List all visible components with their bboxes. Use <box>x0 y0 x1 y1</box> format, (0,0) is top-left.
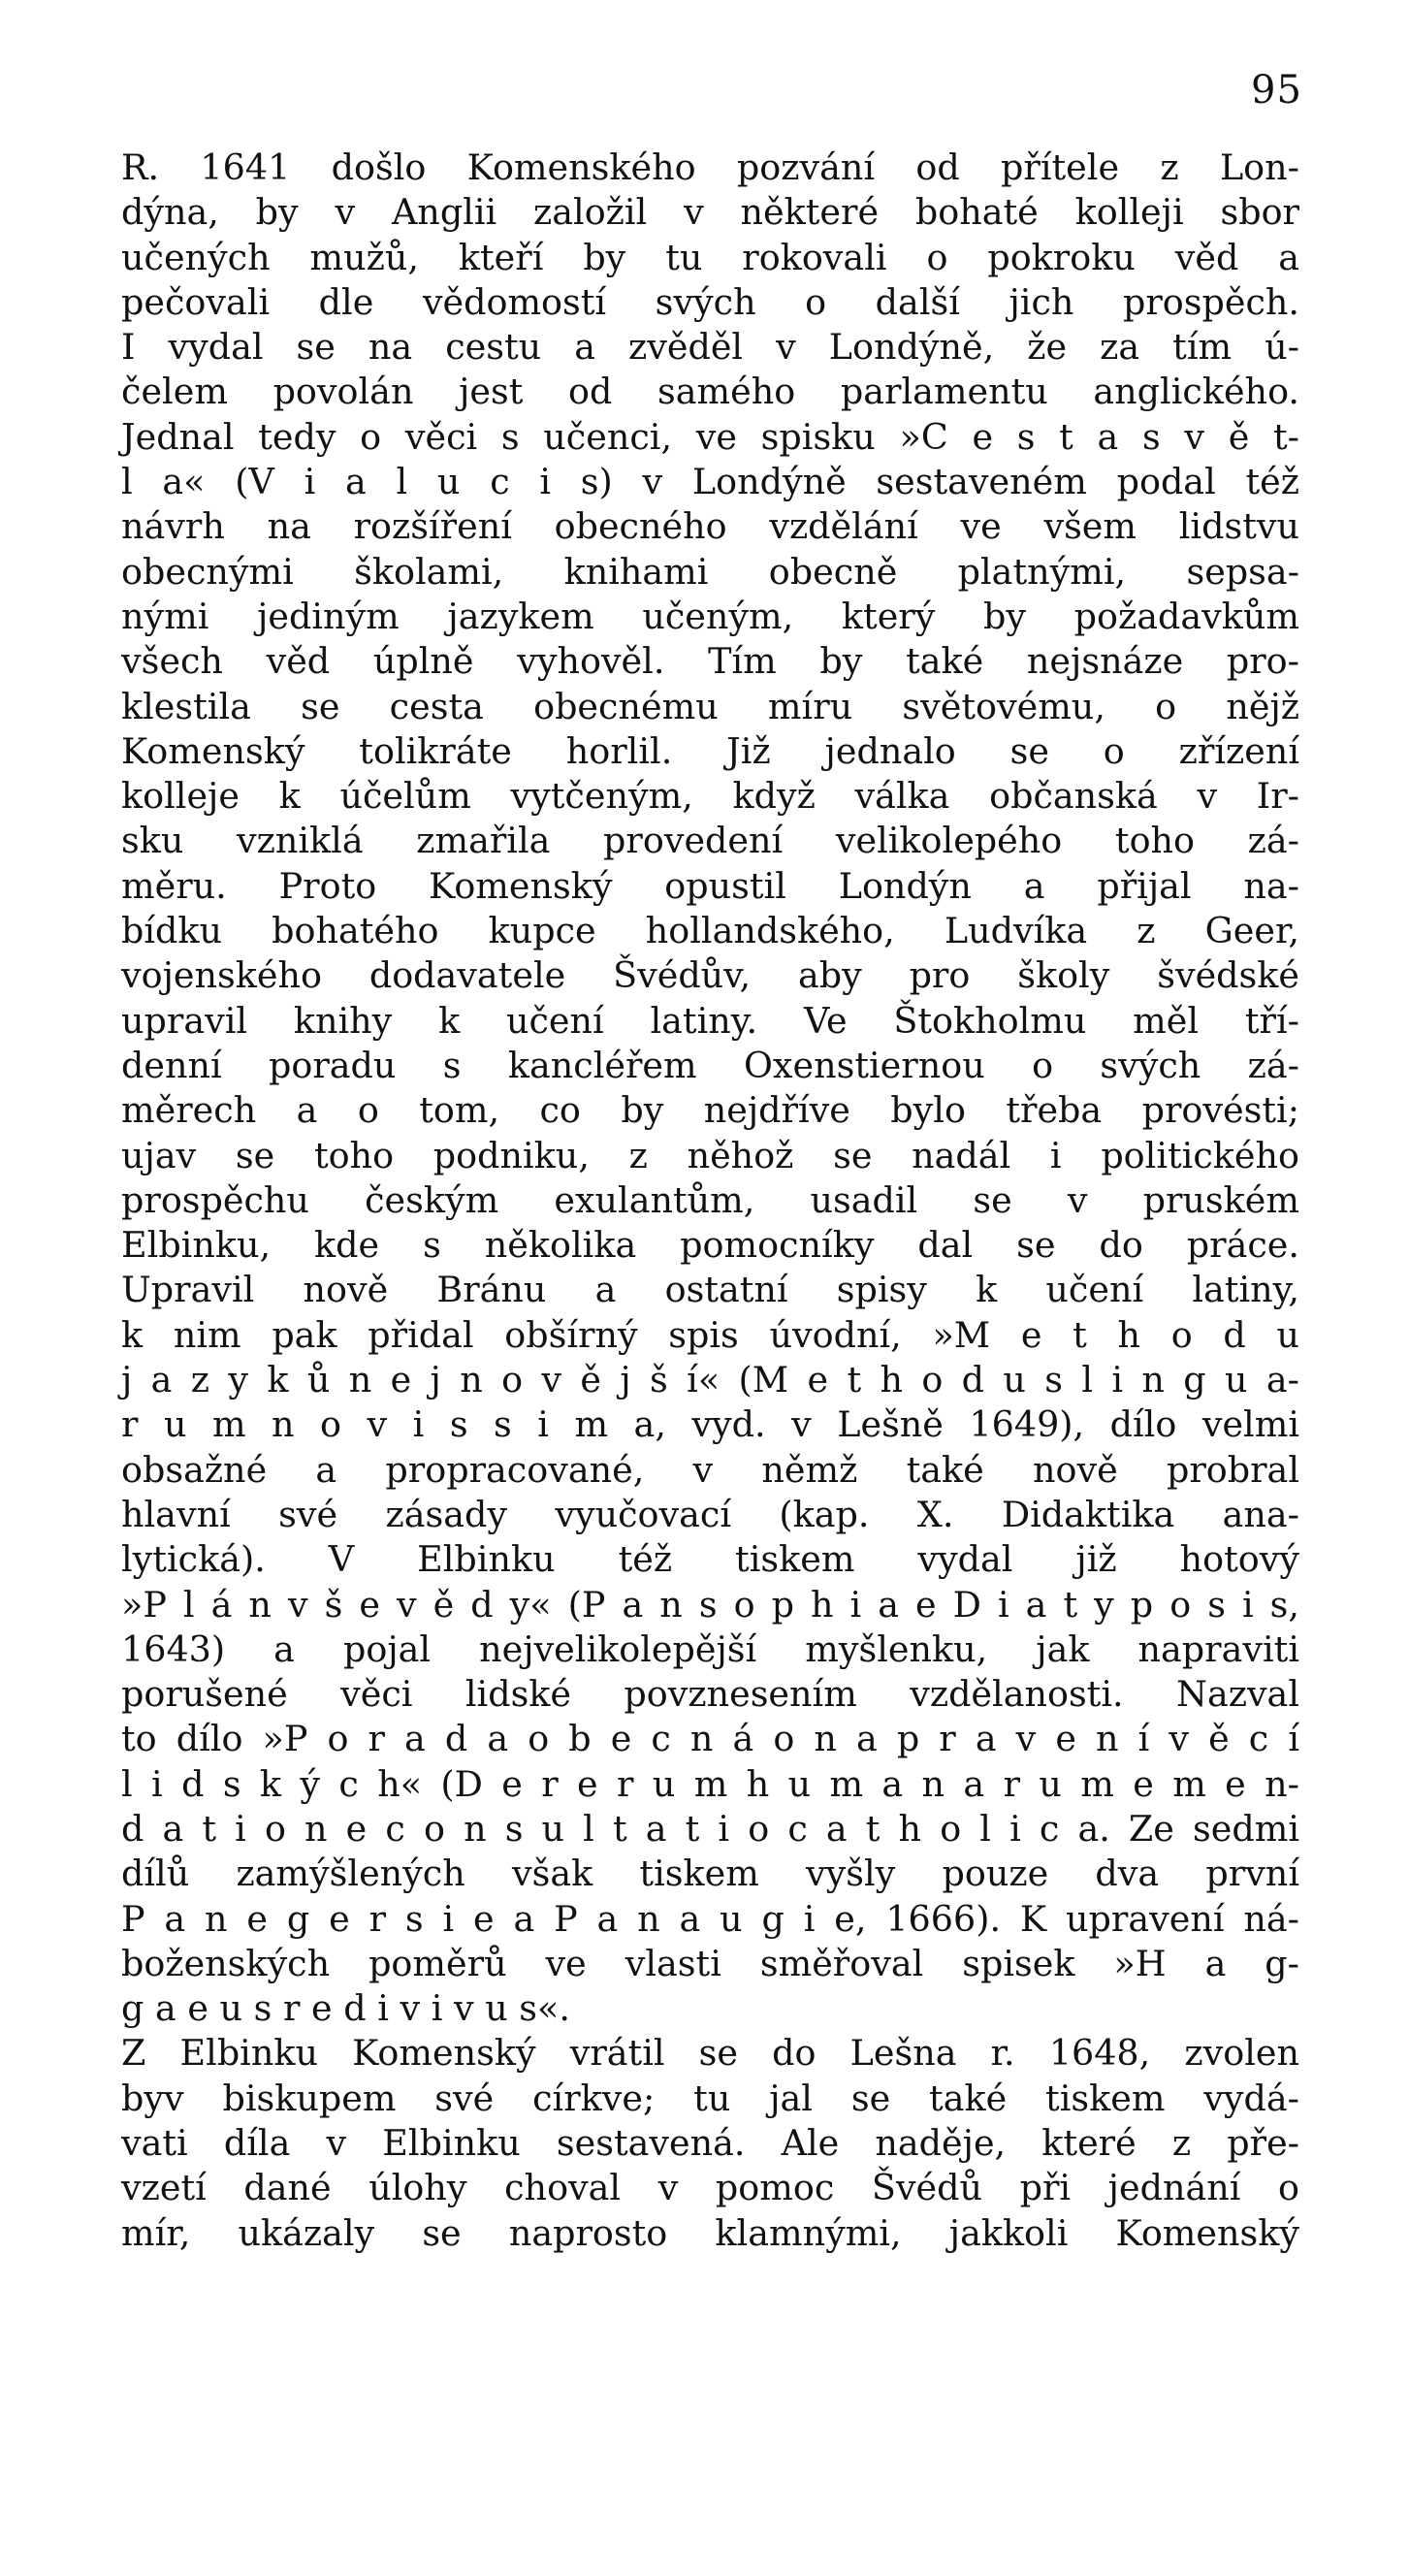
text-line: obsažné a propracované, v němž také nově probral <box>121 1448 1299 1491</box>
text-line: 1643) a pojal nejvelikolepější myšlenku, jak napraviti <box>121 1627 1299 1670</box>
text-line: klestila se cesta obecnému míru světovému, o nějž <box>121 685 1299 727</box>
text-line: čelem povolán jest od samého parlamentu anglického. <box>121 370 1299 413</box>
text-line: Jednal tedy o věci s učenci, ve spisku »C e s t a s v ě t- <box>121 415 1299 458</box>
text-line: sku vzniklá zmařila provedení velikolepého toho zá- <box>121 820 1299 862</box>
text-line: vati díla v Elbinku sestavená. Ale naděje, které z pře- <box>121 2122 1299 2165</box>
page-number: 95 <box>1251 68 1302 113</box>
text-line: učených mužů, kteří by tu rokovali o pokroku věd a <box>121 236 1299 278</box>
text-line: r u m n o v i s s i m a, vyd. v Lešně 1649), dílo velmi <box>121 1403 1299 1446</box>
body-text <box>121 145 1299 2256</box>
text-line: to dílo »P o r a d a o b e c n á o n a p r a v e n í v ě c í <box>121 1718 1299 1760</box>
text-line: ujav se toho podniku, z něhož se nadál i politického <box>121 1134 1299 1176</box>
text-line: návrh na rozšíření obecného vzdělání ve všem lidstvu <box>121 505 1299 548</box>
text-line: l i d s k ý c h« (D e r e r u m h u m a n a r u m e m e n- <box>121 1762 1299 1805</box>
text-line: prospěchu českým exulantům, usadil se v pruském <box>121 1178 1299 1221</box>
text-line: d a t i o n e c o n s u l t a t i o c a t h o l i c a. Ze sedmi <box>121 1807 1299 1850</box>
text-line: Elbinku, kde s několika pomocníky dal se do práce. <box>121 1224 1299 1267</box>
text-line: boženských poměrů ve vlasti směřoval spisek »H a g- <box>121 1942 1299 1984</box>
text-line: pečovali dle vědomostí svých o další jich prospěch. <box>121 280 1299 323</box>
text-line: dílů zamýšlených však tiskem vyšly pouze dva první <box>121 1852 1299 1895</box>
text-line: l a« (V i a l u c i s) v Londýně sestaveném podal též <box>121 461 1299 503</box>
text-line: kolleje k účelům vytčeným, když válka občanská v Ir- <box>121 775 1299 818</box>
text-line: I vydal se na cestu a zvěděl v Londýně, že za tím ú- <box>121 326 1299 369</box>
text-line: k nim pak přidal obšírný spis úvodní, »M e t h o d u <box>121 1313 1299 1356</box>
text-line: P a n e g e r s i e a P a n a u g i e, 1666). K upravení ná- <box>121 1897 1299 1940</box>
text-line: dýna, by v Anglii založil v některé bohaté kolleji sbor <box>121 191 1299 234</box>
text-line: mír, ukázaly se naprosto klamnými, jakkoli Komenský <box>121 2211 1299 2254</box>
text-line: všech věd úplně vyhověl. Tím by také nejsnáze pro- <box>121 640 1299 683</box>
text-line: R. 1641 došlo Komenského pozvání od přítele z Lon- <box>121 146 1299 188</box>
text-line: byv biskupem své církve; tu jal se také tiskem vydá- <box>121 2077 1299 2119</box>
text-line: nými jediným jazykem učeným, který by požadavkům <box>121 595 1299 637</box>
text-line: bídku bohatého kupce hollandského, Ludvíka z Geer, <box>121 910 1299 952</box>
text-line: měru. Proto Komenský opustil Londýn a přijal na- <box>121 864 1299 907</box>
text-line: vzetí dané úlohy choval v pomoc Švédů při jednání o <box>121 2167 1299 2209</box>
text-line: j a z y k ů n e j n o v ě j š í« (M e t h o d u s l i n g u a- <box>121 1359 1299 1401</box>
text-line: »P l á n v š e v ě d y« (P a n s o p h i a e D i a t y p o s i s, <box>121 1583 1299 1626</box>
text-line: g a e u s r e d i v i v u s«. <box>121 1987 570 2030</box>
text-line: obecnými školami, knihami obecně platnými, sepsa- <box>121 550 1299 593</box>
text-line: lytická). V Elbinku též tiskem vydal již hotový <box>121 1538 1299 1581</box>
text-line: denní poradu s kancléřem Oxenstiernou o svých zá- <box>121 1044 1299 1086</box>
text-line: hlavní své zásady vyučovací (kap. X. Didaktika ana- <box>121 1493 1299 1535</box>
text-line: vojenského dodavatele Švédův, aby pro školy švédské <box>121 954 1299 997</box>
text-line: porušené věci lidské povznesením vzdělanosti. Nazval <box>121 1673 1299 1716</box>
text-line: měrech a o tom, co by nejdříve bylo třeba provésti; <box>121 1089 1299 1132</box>
text-line: upravil knihy k učení latiny. Ve Štokholmu měl tří- <box>121 999 1299 1042</box>
text-line: Komenský tolikráte horlil. Již jednalo se o zřízení <box>121 729 1299 772</box>
text-line: Upravil nově Bránu a ostatní spisy k učení latiny, <box>121 1269 1299 1311</box>
text-line: Z Elbinku Komenský vrátil se do Lešna r. 1648, zvolen <box>121 2032 1299 2075</box>
